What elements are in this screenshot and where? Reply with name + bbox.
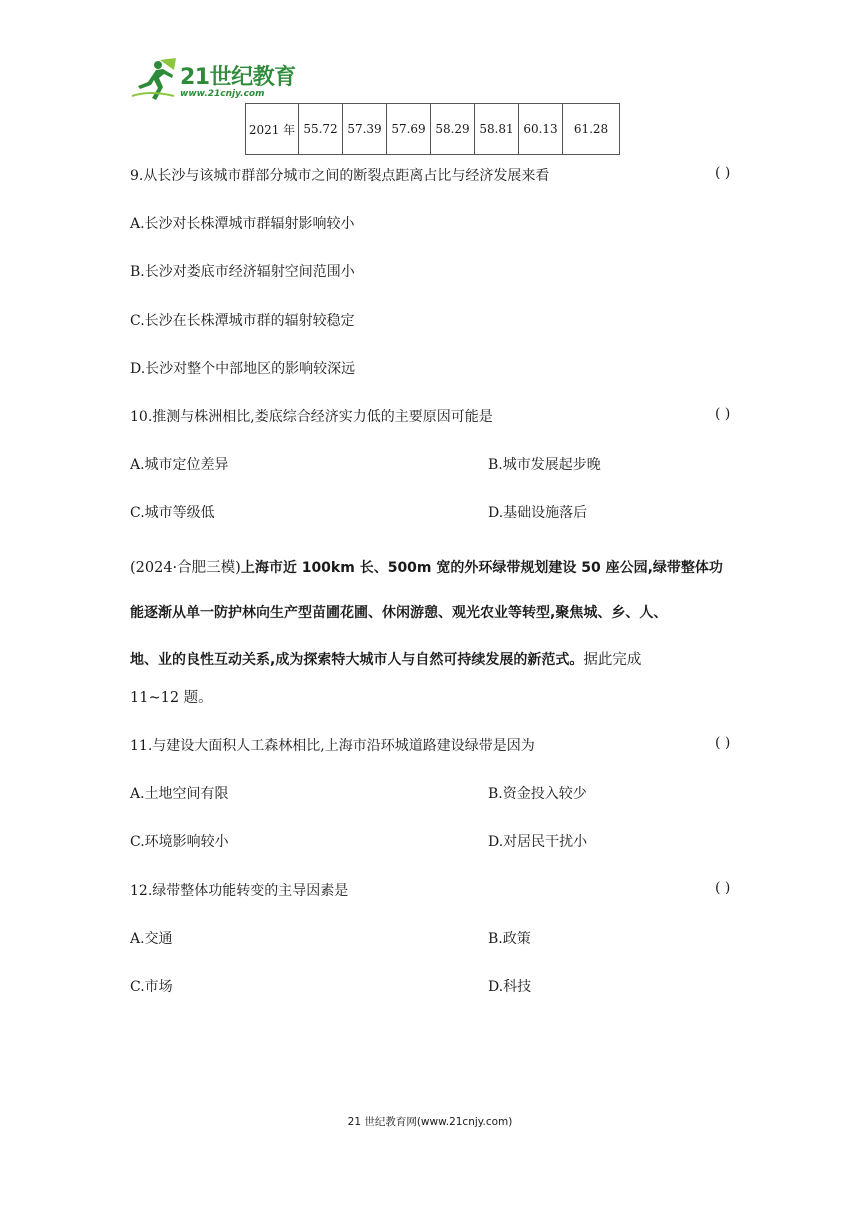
question-10-option-a: A.城市定位差异 (130, 457, 229, 473)
table-cell: 55.72 (299, 104, 343, 155)
data-table (245, 103, 620, 155)
passage-line-2 (130, 602, 667, 622)
question-9-option-b: B.长沙对娄底市经济辐射空间范围小 (130, 264, 355, 280)
question-12-answer-blank: ( ) (715, 880, 731, 896)
question-12-stem: 12.绿带整体功能转变的主导因素是 (130, 883, 349, 899)
question-9-option-c: C.长沙在长株潭城市群的辐射较稳定 (130, 313, 355, 329)
question-10-option-b: B.城市发展起步晚 (488, 457, 601, 473)
passage-text: 地、业的良性互动关系,成为探索特大城市人与自然可持续发展的新范式。 (130, 652, 584, 668)
question-11-option-d: D.对居民干扰小 (488, 834, 588, 850)
passage-line-1 (130, 556, 723, 577)
passage-text: 上海市近 100km 长、500m 宽的外环绿带规划建设 50 座公园,绿带整体功 (240, 560, 723, 576)
question-10-option-d: D.基础设施落后 (488, 505, 588, 521)
table-cell: 58.81 (475, 104, 519, 155)
question-12-option-a: A.交通 (130, 931, 173, 947)
logo-url: www.21cnjy.com (180, 89, 265, 99)
table-cell: 57.69 (387, 104, 431, 155)
table-row (246, 104, 620, 155)
table-cell: 58.29 (431, 104, 475, 155)
question-12-option-c: C.市场 (130, 979, 173, 995)
table-cell-year: 2021 年 (246, 104, 299, 155)
table-cell: 60.13 (519, 104, 563, 155)
question-12-option-d: D.科技 (488, 979, 532, 995)
passage-source: (2024·合肥三模) (130, 560, 241, 576)
question-9-option-a: A.长沙对长株潭城市群辐射影响较小 (130, 216, 355, 232)
logo (130, 56, 310, 106)
table-cell: 57.39 (343, 104, 387, 155)
question-12-option-b: B.政策 (488, 931, 531, 947)
question-11-option-b: B.资金投入较少 (488, 786, 587, 802)
question-11-answer-blank: ( ) (715, 735, 731, 751)
question-11-option-a: A.土地空间有限 (130, 786, 229, 802)
passage-text: 能逐渐从单一防护林向生产型苗圃花圃、休闲游憩、观光农业等转型,聚焦城、乡、人、 (130, 605, 668, 621)
question-9-answer-blank: ( ) (715, 165, 731, 181)
logo-text: 21世纪教育 (180, 65, 296, 90)
question-9-stem: 9.从长沙与该城市群部分城市之间的断裂点距离占比与经济发展来看 (130, 168, 550, 184)
table-cell: 61.28 (563, 104, 620, 155)
passage-line-4: 11~12 题。 (130, 690, 213, 706)
question-9-option-d: D.长沙对整个中部地区的影响较深远 (130, 361, 356, 377)
question-11-option-c: C.环境影响较小 (130, 834, 229, 850)
page-footer: 21 世纪教育网(www.21cnjy.com) (347, 1116, 513, 1128)
question-10-stem: 10.推测与株洲相比,娄底综合经济实力低的主要原因可能是 (130, 409, 493, 425)
runner-logo-icon (130, 56, 180, 102)
question-11-stem: 11.与建设大面积人工森林相比,上海市沿环城道路建设绿带是因为 (130, 738, 535, 754)
passage-line-3 (130, 648, 641, 669)
question-10-answer-blank: ( ) (715, 406, 731, 422)
passage-tail: 据此完成 (583, 652, 642, 668)
question-10-option-c: C.城市等级低 (130, 505, 215, 521)
